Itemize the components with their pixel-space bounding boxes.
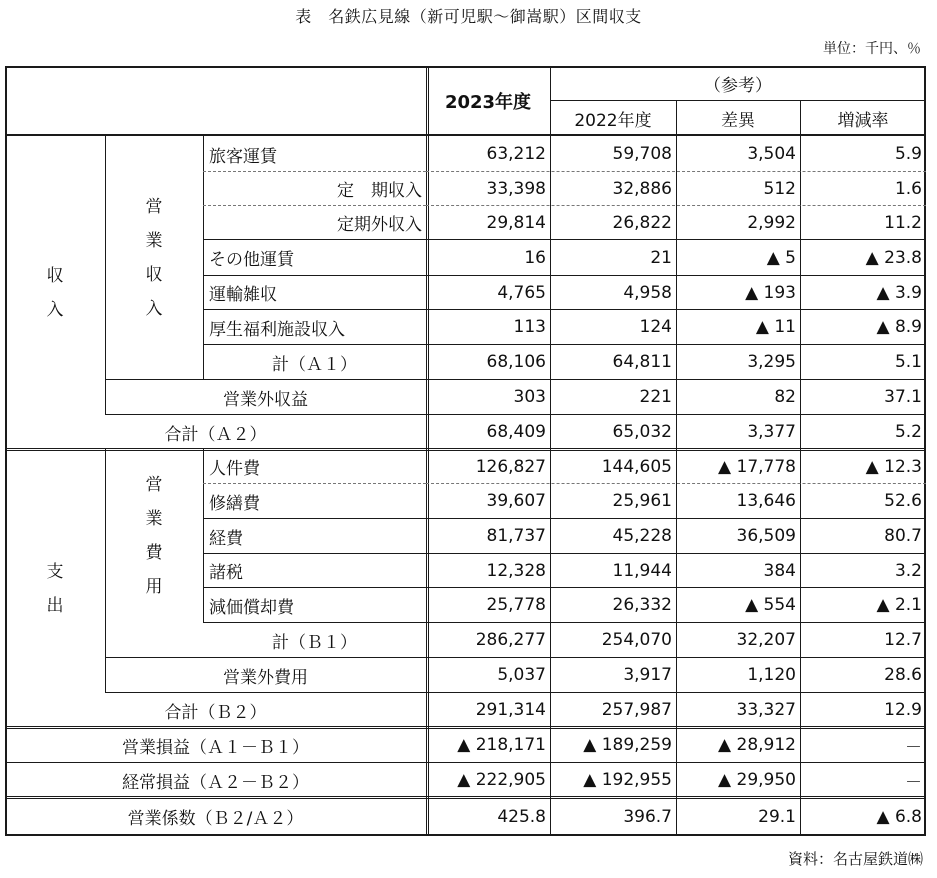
grid-line	[105, 136, 106, 414]
header-bottom	[5, 134, 926, 136]
value-rate: ▲ 2.1	[876, 595, 922, 615]
row-label: 経費	[209, 528, 243, 549]
grid-line	[426, 66, 427, 836]
group-char: 業	[145, 509, 163, 529]
value-diff: 32,207	[736, 630, 796, 650]
value-rate: 52.6	[884, 491, 922, 511]
row-label: 合計（Ａ２）	[164, 424, 267, 445]
group-expense	[6, 450, 104, 727]
value-2022: 144,605	[601, 456, 672, 477]
row-label: 計（Ｂ１）	[272, 632, 357, 653]
value-diff: 1,120	[747, 665, 796, 685]
grid-line	[5, 448, 926, 449]
row-label: 営業係数（Ｂ２/Ａ２）	[127, 809, 304, 829]
value-2022: 396.7	[623, 806, 672, 827]
value-2023: 4,765	[497, 282, 546, 303]
value-2022: 25,961	[612, 491, 672, 511]
grid-line	[5, 726, 926, 727]
group-char: 入	[46, 300, 64, 320]
dotted-separator	[426, 171, 926, 172]
value-2022: 26,332	[612, 595, 672, 615]
grid-line	[203, 518, 926, 519]
value-diff: 3,377	[747, 422, 796, 442]
row-label: 諸税	[209, 563, 243, 583]
value-diff: ▲ 554	[745, 595, 796, 615]
group-char: 営	[145, 197, 163, 217]
value-rate: －	[905, 772, 922, 793]
value-rate: 11.2	[884, 212, 922, 233]
header-diff: 差異	[721, 110, 755, 131]
grid-line	[5, 798, 926, 799]
value-2022: ▲ 189,259	[583, 735, 672, 755]
grid-line	[676, 100, 677, 136]
value-2022: 221	[639, 387, 672, 407]
value-diff: 3,504	[747, 144, 796, 164]
value-rate: 5.2	[894, 422, 922, 442]
grid-line	[676, 136, 677, 836]
grid-line	[428, 66, 429, 836]
group-char: 費	[145, 543, 163, 563]
value-2023: ▲ 218,171	[457, 735, 546, 755]
value-rate: ▲ 6.8	[876, 806, 922, 827]
grid-line	[105, 379, 926, 380]
dotted-separator	[203, 171, 426, 172]
value-2022: 254,070	[601, 630, 672, 650]
grid-line	[203, 344, 926, 345]
value-2023: 29,814	[486, 212, 546, 233]
row-label: 減価償却費	[209, 597, 294, 618]
value-2023: 25,778	[486, 595, 546, 615]
value-2023: 5,037	[497, 665, 546, 685]
table-border-bottom	[5, 834, 926, 836]
group-char: 営	[145, 475, 163, 495]
value-2023: 39,607	[486, 491, 546, 511]
value-rate: ▲ 8.9	[876, 317, 922, 337]
group-char: 収	[145, 265, 163, 285]
group-operating-expense	[106, 450, 202, 622]
header-prev-year: 2022年度	[574, 110, 652, 131]
group-char: 収	[46, 266, 64, 286]
table-border-right	[924, 66, 926, 836]
grid-line	[203, 275, 926, 276]
row-label: 旅客運賃	[209, 146, 277, 167]
source-label: 資料：名古屋鉄道㈱	[787, 850, 923, 868]
grid-line	[5, 450, 926, 451]
row-label: 経常損益（Ａ２－Ｂ２）	[122, 772, 309, 793]
grid-line	[105, 692, 926, 693]
grid-line	[5, 728, 926, 729]
grid-line	[203, 309, 926, 310]
value-rate: 3.2	[894, 560, 922, 581]
dotted-separator	[426, 483, 926, 484]
value-2023: 16	[524, 247, 546, 268]
value-diff: 384	[763, 560, 796, 581]
value-diff: 3,295	[747, 352, 796, 372]
value-diff: 29.1	[758, 806, 796, 827]
value-rate: －	[905, 737, 922, 758]
dotted-separator	[203, 483, 426, 484]
value-diff: ▲ 17,778	[718, 456, 796, 477]
value-rate: 5.9	[894, 144, 922, 164]
row-label: 運輸雑収	[209, 285, 277, 305]
group-char: 業	[145, 231, 163, 251]
value-2023: 68,106	[486, 352, 546, 372]
row-label: 営業外収益	[223, 389, 308, 410]
value-rate: ▲ 12.3	[865, 456, 922, 477]
value-2022: 11,944	[612, 560, 672, 581]
table-border-left	[5, 66, 7, 836]
grid-line	[105, 657, 926, 658]
value-2022: 59,708	[612, 144, 672, 164]
dotted-separator	[426, 205, 926, 206]
value-rate: 1.6	[894, 178, 922, 199]
group-char: 出	[46, 595, 64, 616]
dotted-separator	[203, 205, 426, 206]
grid-line	[203, 622, 926, 623]
value-diff: 512	[763, 178, 796, 199]
unit-label: 単位：千円、％	[823, 41, 921, 57]
value-rate: 80.7	[884, 526, 922, 546]
table-title: 表 名鉄広見線（新可児駅～御嵩駅）区間収支	[295, 7, 642, 26]
value-rate: ▲ 3.9	[876, 282, 922, 303]
row-label: その他運賃	[209, 250, 294, 270]
value-2023: 425.8	[497, 806, 546, 827]
row-label: 修繕費	[209, 493, 260, 514]
value-2022: 4,958	[623, 282, 672, 303]
value-2022: 26,822	[612, 212, 672, 233]
table-border-top	[5, 66, 926, 68]
value-2022: 45,228	[612, 526, 672, 546]
grid-line	[203, 587, 926, 588]
value-2022: ▲ 192,955	[583, 770, 672, 790]
grid-line	[550, 66, 551, 836]
grid-line	[203, 449, 204, 622]
value-2022: 21	[650, 247, 672, 268]
value-diff: 82	[774, 387, 796, 407]
grid-line	[203, 553, 926, 554]
value-diff: 2,992	[747, 212, 796, 233]
grid-line	[5, 796, 926, 797]
group-operating-income	[106, 137, 202, 379]
value-diff: 33,327	[736, 700, 796, 720]
row-label: 合計（Ｂ２）	[164, 702, 267, 723]
row-label: 定 期収入	[337, 181, 422, 201]
group-char: 用	[145, 577, 163, 597]
group-char: 入	[145, 299, 163, 319]
header-reference: （参考）	[704, 76, 772, 96]
value-2022: 3,917	[623, 665, 672, 685]
value-2023: 68,409	[486, 422, 546, 442]
value-2022: 65,032	[612, 422, 672, 442]
grid-line	[800, 136, 801, 836]
value-rate: 37.1	[884, 387, 922, 407]
value-rate: 5.1	[894, 352, 922, 372]
row-label: 計（Ａ１）	[272, 354, 357, 375]
header-current-year: 2023年度	[444, 92, 532, 113]
grid-line	[105, 449, 106, 692]
value-2022: 32,886	[612, 178, 672, 199]
value-rate: 28.6	[884, 665, 922, 685]
value-2023: 33,398	[486, 178, 546, 199]
value-2023: 12,328	[486, 560, 546, 581]
row-label: 営業損益（Ａ１－Ｂ１）	[122, 737, 309, 758]
row-label: 厚生福利施設収入	[209, 319, 345, 340]
row-label: 定期外収入	[337, 215, 422, 235]
header-rate: 増減率	[837, 110, 889, 131]
value-2023: 303	[513, 387, 546, 407]
value-2023: ▲ 222,905	[457, 770, 546, 790]
value-2022: 64,811	[612, 352, 672, 372]
value-2023: 113	[513, 317, 546, 337]
value-2023: 291,314	[475, 700, 546, 720]
row-label: 営業外費用	[223, 667, 308, 688]
value-diff: ▲ 28,912	[718, 735, 796, 755]
value-2023: 286,277	[475, 630, 546, 650]
value-diff: ▲ 193	[745, 282, 796, 303]
group-char: 支	[46, 561, 64, 582]
value-diff: 13,646	[736, 491, 796, 511]
row-label: 人件費	[209, 459, 260, 479]
value-2022: 124	[639, 317, 672, 337]
value-2023: 126,827	[475, 456, 546, 477]
value-2023: 63,212	[486, 144, 546, 164]
header-divider	[550, 100, 926, 101]
value-diff: 36,509	[736, 526, 796, 546]
value-diff: ▲ 11	[755, 317, 796, 337]
value-rate: 12.9	[884, 700, 922, 720]
value-diff: ▲ 29,950	[718, 770, 796, 790]
grid-line	[105, 414, 926, 415]
group-income	[6, 137, 104, 449]
value-rate: 12.7	[884, 630, 922, 650]
value-2023: 81,737	[486, 526, 546, 546]
grid-line	[800, 100, 801, 136]
grid-line	[203, 239, 926, 240]
value-rate: ▲ 23.8	[865, 247, 922, 268]
grid-line	[5, 762, 926, 763]
value-diff: ▲ 5	[766, 247, 796, 268]
value-2022: 257,987	[601, 700, 672, 720]
